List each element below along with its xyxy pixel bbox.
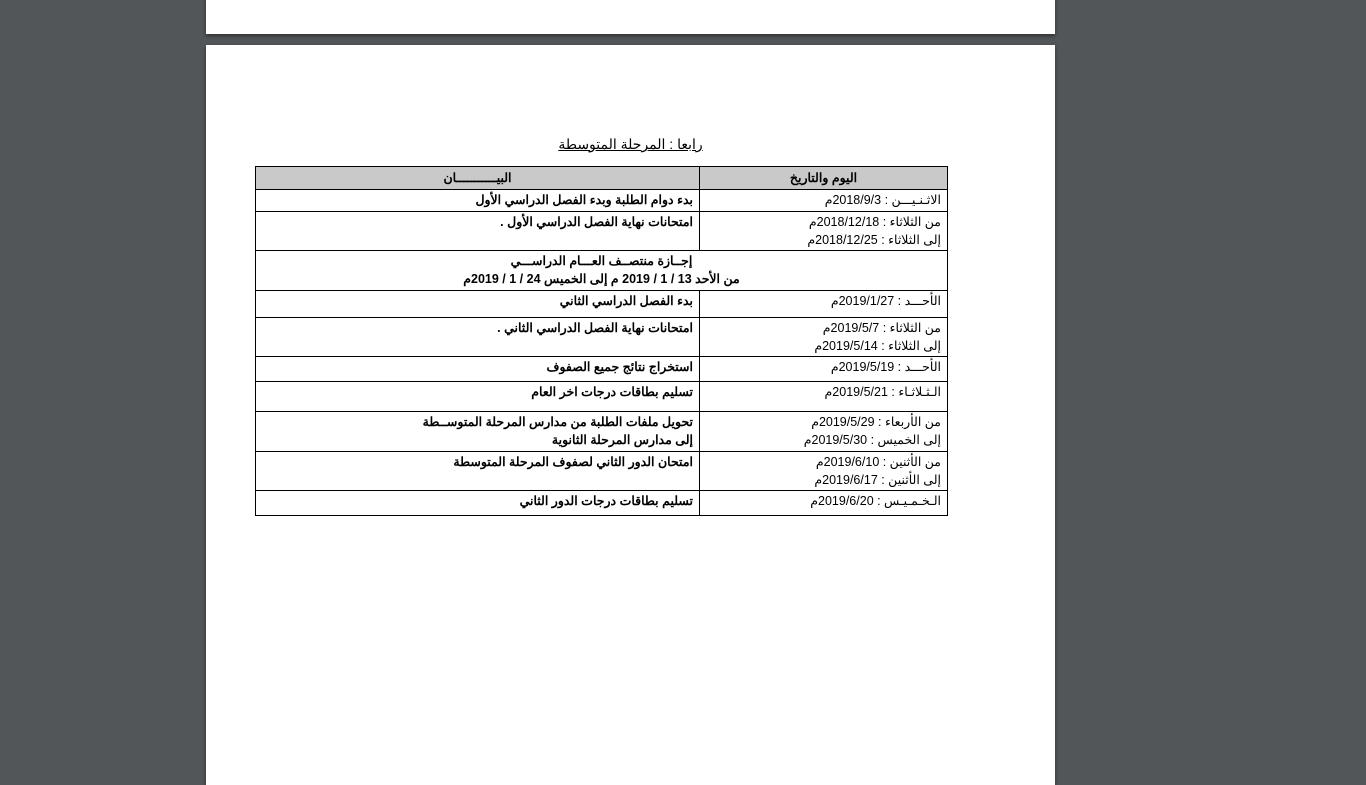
- description-cell: [256, 382, 700, 412]
- description-line: تسليم بطاقات درجات اخر العام: [531, 385, 693, 399]
- previous-page: [206, 0, 1055, 34]
- section-title: رابعا : المرحلة المتوسطة: [558, 136, 703, 152]
- date-line: الأحـــد : 2019/1/27م: [830, 294, 941, 308]
- date-line: من الأثنين : 2019/6/10م: [815, 455, 941, 469]
- table-row: [256, 491, 948, 516]
- holiday-row: [256, 251, 948, 291]
- description-cell: [256, 291, 700, 318]
- date-line: إلى الخميس : 2019/5/30م: [803, 433, 941, 447]
- date-cell: [700, 291, 948, 318]
- description-cell: [256, 318, 700, 357]
- description-line: بدء الفصل الدراسي الثاني: [559, 294, 693, 308]
- description-line: بدء دوام الطلبة وبدء الفصل الدراسي الأول: [475, 193, 693, 207]
- table-row: [256, 452, 948, 491]
- date-line: من الأربعاء : 2019/5/29م: [811, 415, 941, 429]
- date-cell: [700, 412, 948, 452]
- table-row: [256, 382, 948, 412]
- table-row: [256, 190, 948, 212]
- description-line: امتحانات نهاية الفصل الدراسي الثاني .: [497, 321, 693, 335]
- description-cell: [256, 412, 700, 452]
- description-line: تسليم بطاقات درجات الدور الثاني: [519, 494, 693, 508]
- description-line: تحويل ملفات الطلبة من مدارس المرحلة المتوســطة: [422, 415, 693, 429]
- date-line: من الثلاثاء : 2019/5/7م: [822, 321, 941, 335]
- header-description: البيـــــــــــان: [256, 167, 700, 190]
- description-cell: [256, 452, 700, 491]
- date-cell: [700, 452, 948, 491]
- table-header-row: [256, 167, 948, 190]
- date-line: إلى الثلاثاء : 2019/5/14م: [814, 339, 941, 353]
- table-row: [256, 412, 948, 452]
- description-cell: [256, 491, 700, 516]
- calendar-table: [255, 166, 948, 516]
- table-row: [256, 291, 948, 318]
- description-line: إلى مدارس المرحلة الثانوية: [551, 433, 693, 447]
- description-cell: [256, 190, 700, 212]
- description-line: امتحان الدور الثاني لصفوف المرحلة المتوسطة: [453, 455, 693, 469]
- date-cell: [700, 212, 948, 251]
- holiday-range: من الأحد 13 / 1 / 2019 م إلى الخميس 24 / 1 / 2019م: [463, 272, 740, 286]
- date-cell: [700, 190, 948, 212]
- date-line: الـخـمـيـس : 2019/6/20م: [810, 494, 941, 508]
- date-line: الاثـنـيـــن : 2018/9/3م: [824, 193, 941, 207]
- date-cell: [700, 382, 948, 412]
- table-row: [256, 212, 948, 251]
- holiday-title: إجــازة منتصــف العـــام الدراســـي: [510, 254, 693, 268]
- description-line: استخراج نتائج جميع الصفوف: [546, 360, 693, 374]
- description-cell: [256, 357, 700, 382]
- table-row: [256, 318, 948, 357]
- date-line: إلى الأثنين : 2019/6/17م: [814, 473, 941, 487]
- date-line: من الثلاثاء : 2018/12/18م: [808, 215, 941, 229]
- date-cell: [700, 318, 948, 357]
- header-date: اليوم والتاريخ: [700, 167, 948, 190]
- date-cell: [700, 357, 948, 382]
- table-row: [256, 357, 948, 382]
- description-line: امتحانات نهاية الفصل الدراسي الأول .: [500, 215, 693, 229]
- date-cell: [700, 491, 948, 516]
- description-cell: [256, 212, 700, 251]
- holiday-cell: [256, 251, 948, 291]
- document-page: [206, 45, 1055, 785]
- date-line: الـثـلاثـاء : 2019/5/21م: [824, 385, 941, 399]
- date-line: إلى الثلاثاء : 2018/12/25م: [807, 233, 941, 247]
- date-line: الأحـــد : 2019/5/19م: [830, 360, 941, 374]
